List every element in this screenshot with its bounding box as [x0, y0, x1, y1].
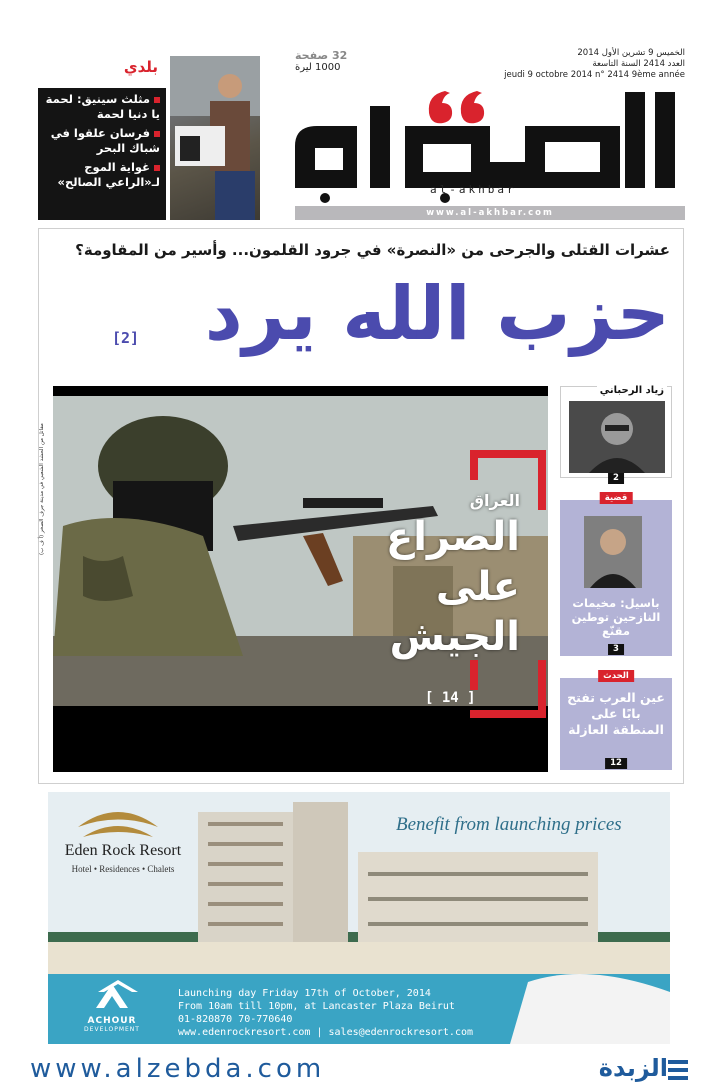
issue-card-text: باسيل: مخيمات النازحين توطين مقنّع: [571, 596, 661, 638]
red-frame-top: [470, 450, 546, 458]
achour-sub: DEVELOPMENT: [84, 1026, 140, 1033]
issue-card-photo: [584, 516, 642, 588]
footer-logo-text: الزبدة: [598, 1054, 668, 1082]
masthead: [295, 48, 685, 223]
baladi-item-text: فرسان علقوا في شباك البحر: [50, 126, 160, 155]
bullet-icon: [154, 131, 160, 137]
baladi-list: [38, 88, 166, 220]
pages-price: [295, 50, 355, 74]
lead-page-ref: [2]: [112, 329, 140, 347]
baladi-item[interactable]: [42, 92, 160, 122]
price: 1000 ليرة: [295, 62, 341, 73]
iraq-line: على: [435, 564, 520, 610]
iraq-story[interactable]: [360, 490, 520, 662]
red-frame-bottom-side: [538, 660, 546, 718]
iraq-kicker: العراق: [469, 491, 520, 510]
issue-arabic: العدد 2414 السنة التاسعة: [592, 59, 685, 69]
event-card-page-num: 12: [605, 758, 627, 769]
footer-logo-icon: [668, 1058, 688, 1082]
ad-brand-name: Eden Rock Resort: [64, 842, 182, 859]
achour-name: ACHOUR: [87, 1016, 137, 1026]
date-french: jeudi 9 octobre 2014 n° 2414 9ème année: [504, 70, 685, 80]
ad-info-line: Launching day Friday 17th of October, 2014: [178, 988, 431, 999]
lead-subhead[interactable]: عشرات القتلى والجرحى من «النصرة» في جرود القلمون... وأسير من المقاومة؟: [75, 241, 670, 259]
columnist-photo: [569, 401, 665, 473]
iraq-line: الصراع: [385, 514, 520, 560]
baladi-item-text: غواية الموج لـ«الراعي الصالح»: [57, 160, 160, 189]
red-frame-top-left: [470, 450, 478, 480]
eden-rock-ad[interactable]: [48, 792, 670, 1044]
ad-tagline: Benefit from launching prices: [396, 814, 622, 835]
achour-logo: [66, 982, 158, 1038]
baladi-item[interactable]: [42, 126, 160, 156]
ad-brand-sub: Hotel • Residences • Chalets: [71, 864, 175, 874]
ad-brand: [58, 842, 188, 874]
page-count: 32 صفحة: [295, 49, 348, 62]
iraq-line: الجيش: [389, 614, 520, 660]
issue-card-page-num: 3: [608, 644, 624, 655]
baladi-title: بلدي: [123, 58, 158, 76]
red-frame-bottom: [470, 710, 546, 718]
event-card[interactable]: [560, 671, 672, 770]
date-arabic: الخميس 9 تشرين الأول 2014: [577, 48, 685, 58]
ad-web-email-line[interactable]: www.edenrockresort.com | sales@edenrockresort.com: [178, 1027, 474, 1038]
lead-headline[interactable]: حزب الله يرد: [204, 271, 670, 357]
logo-latin-text: al-akhbar: [430, 183, 517, 196]
bullet-icon: [154, 165, 160, 171]
footer-logo: [588, 1054, 688, 1086]
iraq-page-ref: [ 14 ]: [425, 690, 476, 706]
columnist-name: زياد الرحباني: [597, 385, 667, 396]
baladi-item[interactable]: [42, 160, 160, 190]
red-frame-top-side: [538, 450, 546, 510]
event-card-text: عين العرب تفتح بابًا على المنطقة العازلة: [567, 690, 665, 737]
bullet-icon: [154, 97, 160, 103]
columnist-card[interactable]: [560, 385, 672, 483]
ad-info-line: From 10am till 10pm, at Lancaster Plaza Beirut: [178, 1001, 455, 1012]
photo-credit: مقاتل من الحشد الشعبي في مدينة جرف الصخر (أ ف ب): [39, 423, 45, 555]
achour-icon: [92, 982, 132, 1010]
footer-url[interactable]: www.alzebda.com: [30, 1054, 326, 1084]
masthead-date: [504, 48, 685, 81]
ad-phone-line[interactable]: 01-820870 70-770640: [178, 1014, 293, 1025]
event-card-label: الحدث: [598, 670, 634, 682]
issue-card-label: قضية: [600, 492, 633, 504]
columnist-page-num: 2: [608, 473, 624, 484]
issue-card[interactable]: [560, 493, 672, 656]
baladi-photo: [170, 56, 260, 220]
ad-info: [178, 987, 518, 1039]
red-frame-bottom-left: [470, 660, 478, 690]
site-url-bar[interactable]: www.al-akhbar.com: [295, 206, 685, 220]
baladi-item-text: مثلث سينيق: لحمة يا دنيا لحمة: [45, 92, 160, 121]
